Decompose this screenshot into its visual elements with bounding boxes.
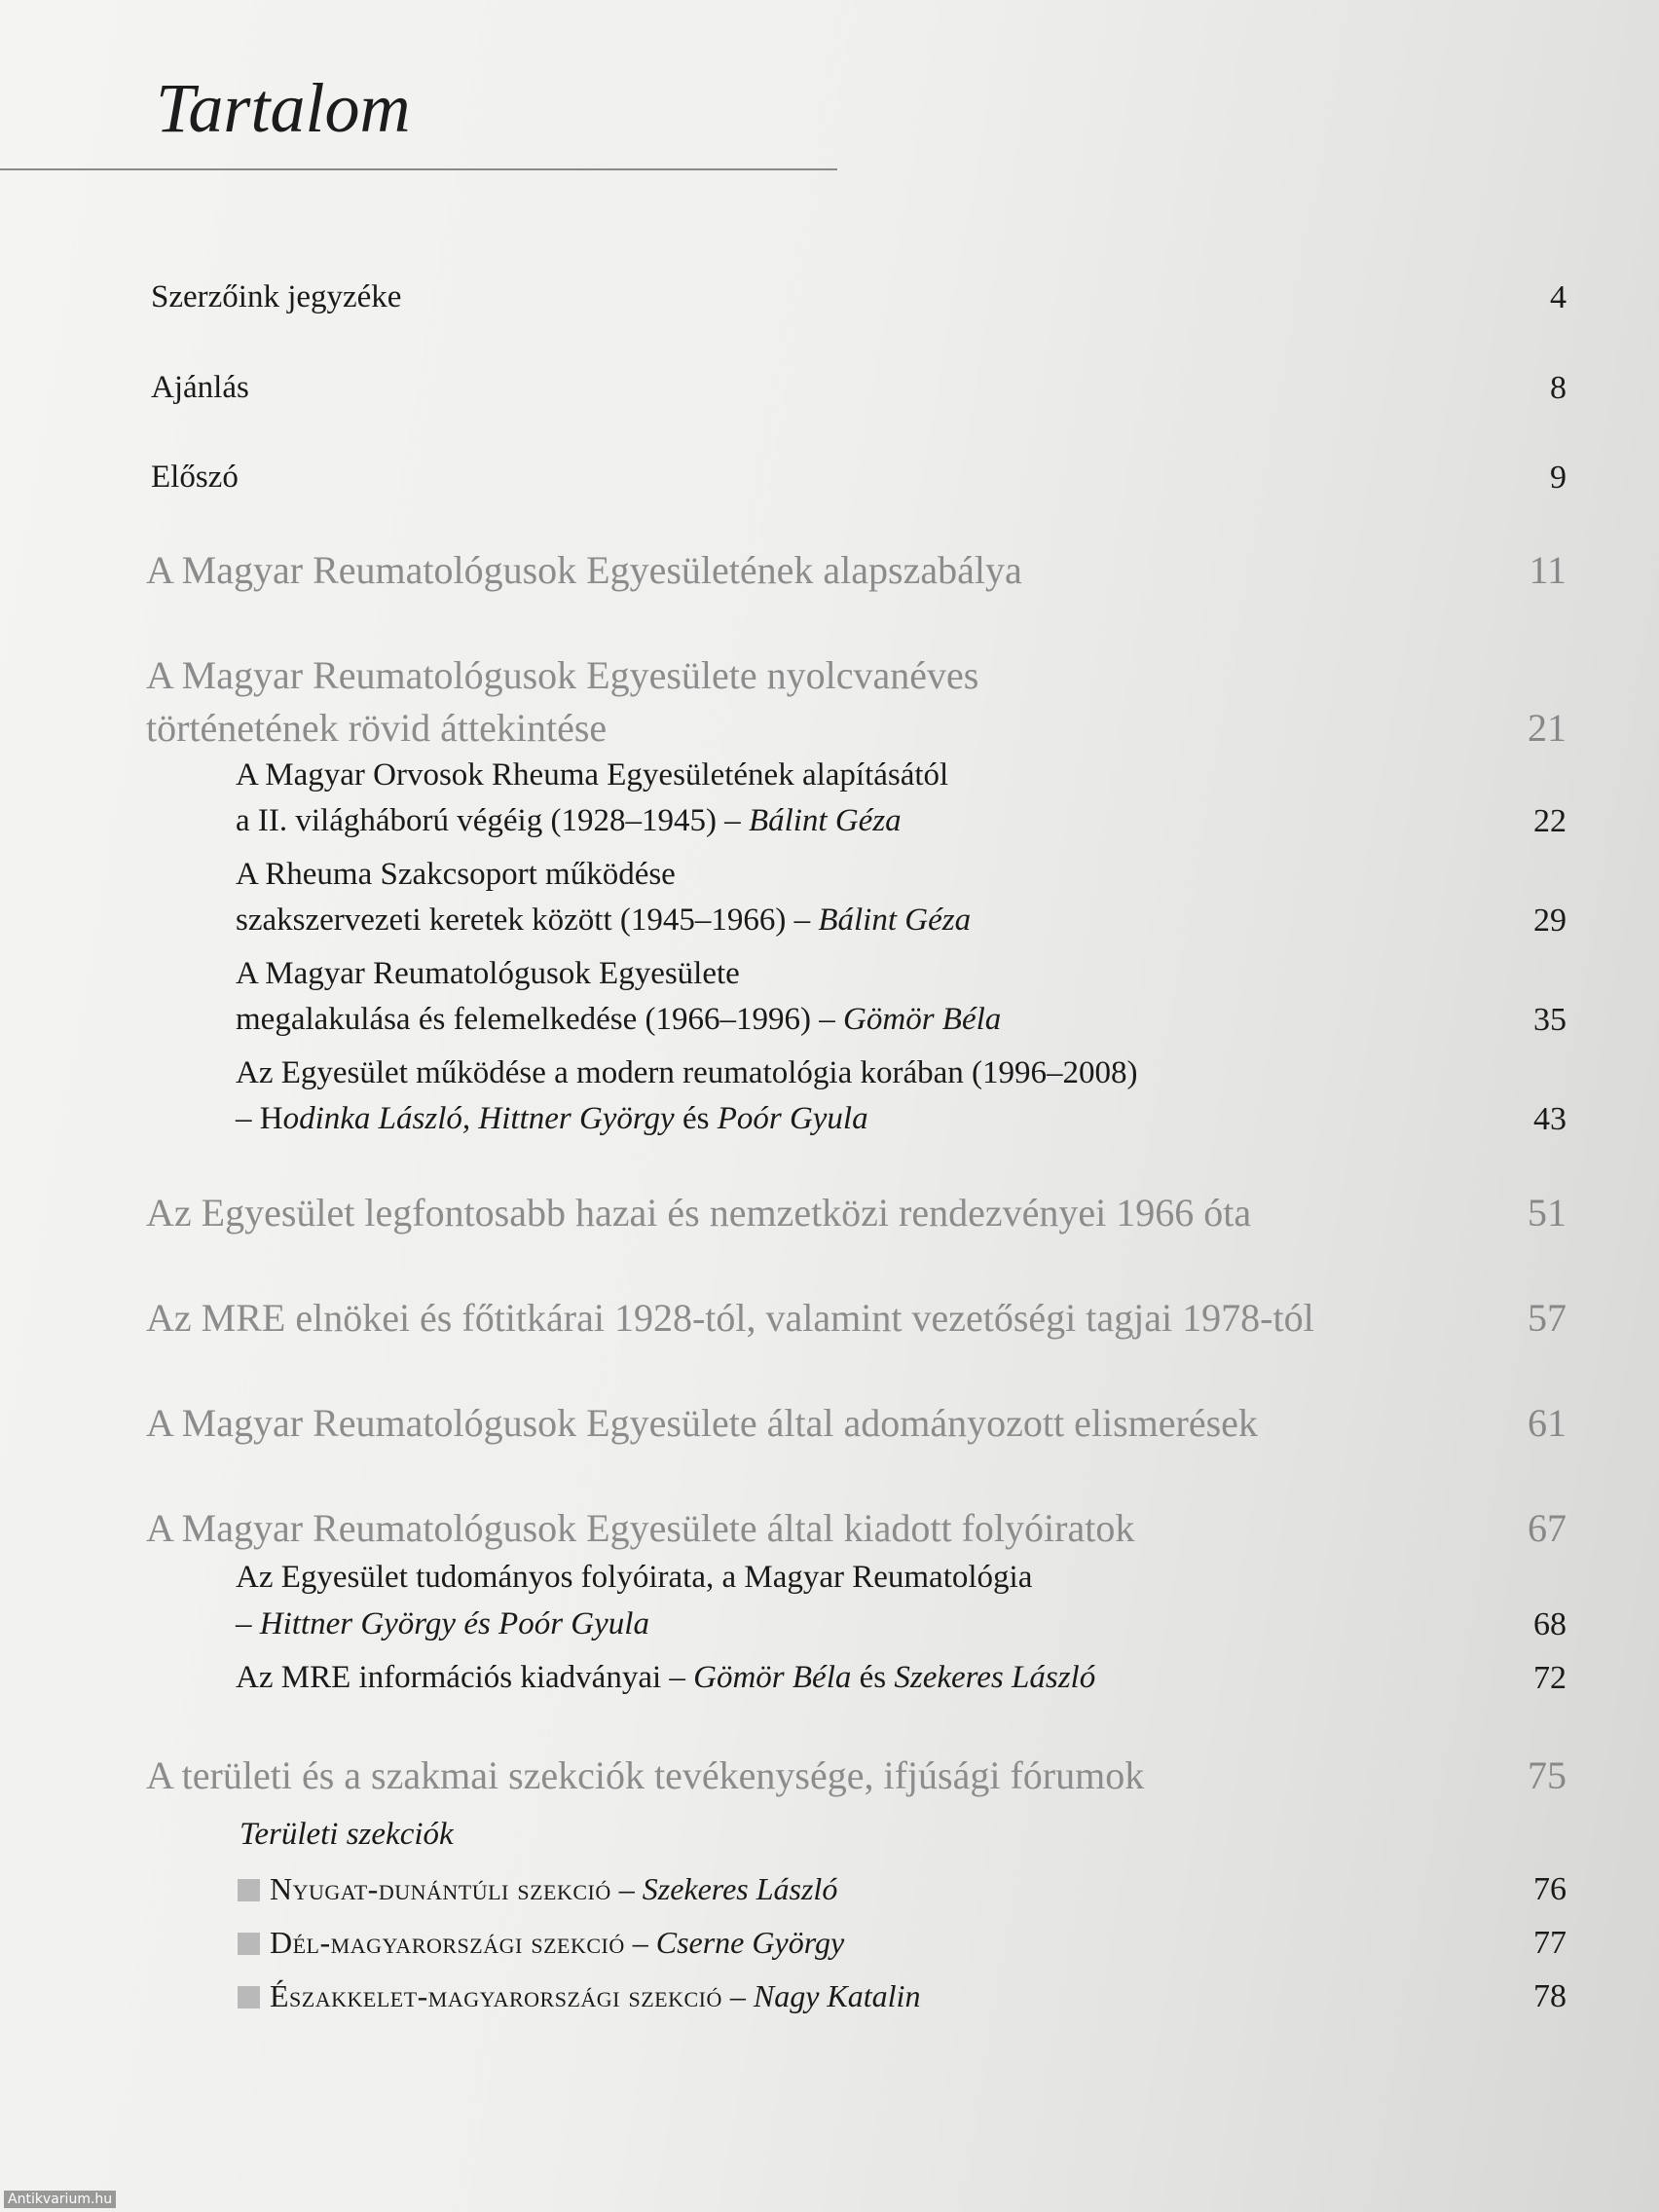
toc-subentry-line1: A Magyar Orvosok Rheuma Egyesületének alapításától: [236, 757, 949, 793]
toc-entry-alapszabaly: A Magyar Reumatológusok Egyesületének alapszabálya: [146, 548, 1022, 592]
toc-page-number: 29: [1533, 903, 1567, 939]
author-name: Cserne György: [655, 1925, 845, 1960]
toc-page-number: 22: [1533, 803, 1567, 839]
toc-entry-elismeresek: A Magyar Reumatológusok Egyesülete által adományozott elismerések: [146, 1401, 1258, 1445]
toc-group-heading: Területi szekciók: [240, 1817, 454, 1852]
toc-subentry-line2: a II. világháború végéig (1928–1945) – Bálint Géza: [236, 803, 902, 838]
toc-section-entry: Északkelet-magyarországi szekció – Nagy Katalin: [238, 1978, 920, 2014]
author-name: Gömör Béla: [843, 1002, 1002, 1037]
toc-entry-ajanlas: Ajánlás: [151, 370, 249, 405]
author-name: Szekeres László: [894, 1660, 1096, 1695]
watermark: Antikvarium.hu: [4, 2191, 116, 2208]
toc-page-number: 72: [1533, 1660, 1567, 1696]
toc-entry-elnokok: Az MRE elnökei és főtitkárai 1928-tól, valamint vezetőségi tagjai 1978-tól: [146, 1296, 1314, 1340]
toc-section-entry: Dél-magyarországi szekció – Cserne György: [238, 1925, 844, 1961]
toc-entry-rendezvenyek: Az Egyesület legfontosabb hazai és nemzetközi rendezvényei 1966 óta: [146, 1191, 1252, 1235]
toc-entry-folyoiratok: A Magyar Reumatológusok Egyesülete által kiadott folyóiratok: [146, 1506, 1135, 1550]
toc-page-number: 43: [1533, 1101, 1567, 1137]
toc-entry-eloszo: Előszó: [151, 460, 239, 495]
toc-subentry-line1: Az Egyesület tudományos folyóirata, a Magyar Reumatológia: [236, 1560, 1033, 1595]
toc-subentry-line2: megalakulása és felemelkedése (1966–1996) – Gömör Béla: [236, 1002, 1002, 1037]
toc-subentry-line1: Az Egyesület működése a modern reumatológia korában (1996–2008): [236, 1055, 1138, 1090]
toc-page-number: 35: [1533, 1002, 1567, 1038]
toc-subentry-line2: szakszervezeti keretek között (1945–1966) – Bálint Géza: [236, 903, 972, 938]
toc-page-number: 57: [1528, 1296, 1567, 1340]
toc-entry-szekciok: A területi és a szakmai szekciók tevékenysége, ifjúsági fórumok: [146, 1753, 1145, 1797]
toc-page-number: 78: [1533, 1978, 1567, 2014]
toc-page-number: 21: [1528, 706, 1567, 750]
author-name: Gömör Béla: [693, 1660, 852, 1695]
author-name: Bálint Géza: [748, 803, 902, 838]
toc-page-number: 51: [1528, 1191, 1567, 1235]
toc-subentry-line1: Az MRE információs kiadványai – Gömör Béla és Szekeres László: [236, 1660, 1096, 1695]
toc-page-number: 77: [1533, 1925, 1567, 1961]
square-bullet-icon: [238, 1879, 260, 1901]
square-bullet-icon: [238, 1986, 260, 2009]
toc-page-number: 4: [1550, 279, 1567, 315]
toc-entry-szerzoink: Szerzőink jegyzéke: [151, 279, 402, 314]
toc-page-number: 61: [1528, 1401, 1567, 1445]
author-name: Szekeres László: [642, 1871, 838, 1906]
title-divider: [0, 168, 837, 170]
toc-page-number: 67: [1528, 1506, 1567, 1550]
toc-page-number: 68: [1533, 1606, 1567, 1642]
toc-page-number: 8: [1550, 370, 1567, 406]
toc-subentry-line1: A Rheuma Szakcsoport működése: [236, 857, 676, 892]
toc-page-number: 11: [1529, 548, 1567, 592]
toc-page-number: 76: [1533, 1871, 1567, 1907]
toc-entry-tortenet-line1: A Magyar Reumatológusok Egyesülete nyolcvanéves: [146, 653, 979, 697]
author-name: Bálint Géza: [818, 903, 972, 938]
toc-subentry-line2: – Hodinka László, Hittner György és Poór Gyula: [236, 1101, 868, 1136]
toc-page-number: 75: [1528, 1753, 1567, 1797]
page-title: Tartalom: [156, 69, 411, 147]
toc-subentry-line2: – Hittner György és Poór Gyula: [236, 1606, 649, 1641]
toc-entry-tortenet-line2: történetének rövid áttekintése: [146, 706, 608, 750]
author-name: Nagy Katalin: [753, 1978, 921, 2013]
toc-section-entry: Nyugat-dunántúli szekció – Szekeres László: [238, 1871, 837, 1907]
author-name: Poór Gyula: [717, 1101, 868, 1136]
toc-page-number: 9: [1550, 460, 1567, 496]
author-name: odinka László, Hittner György: [282, 1101, 675, 1136]
square-bullet-icon: [238, 1933, 260, 1955]
toc-subentry-line1: A Magyar Reumatológusok Egyesülete: [236, 956, 740, 991]
